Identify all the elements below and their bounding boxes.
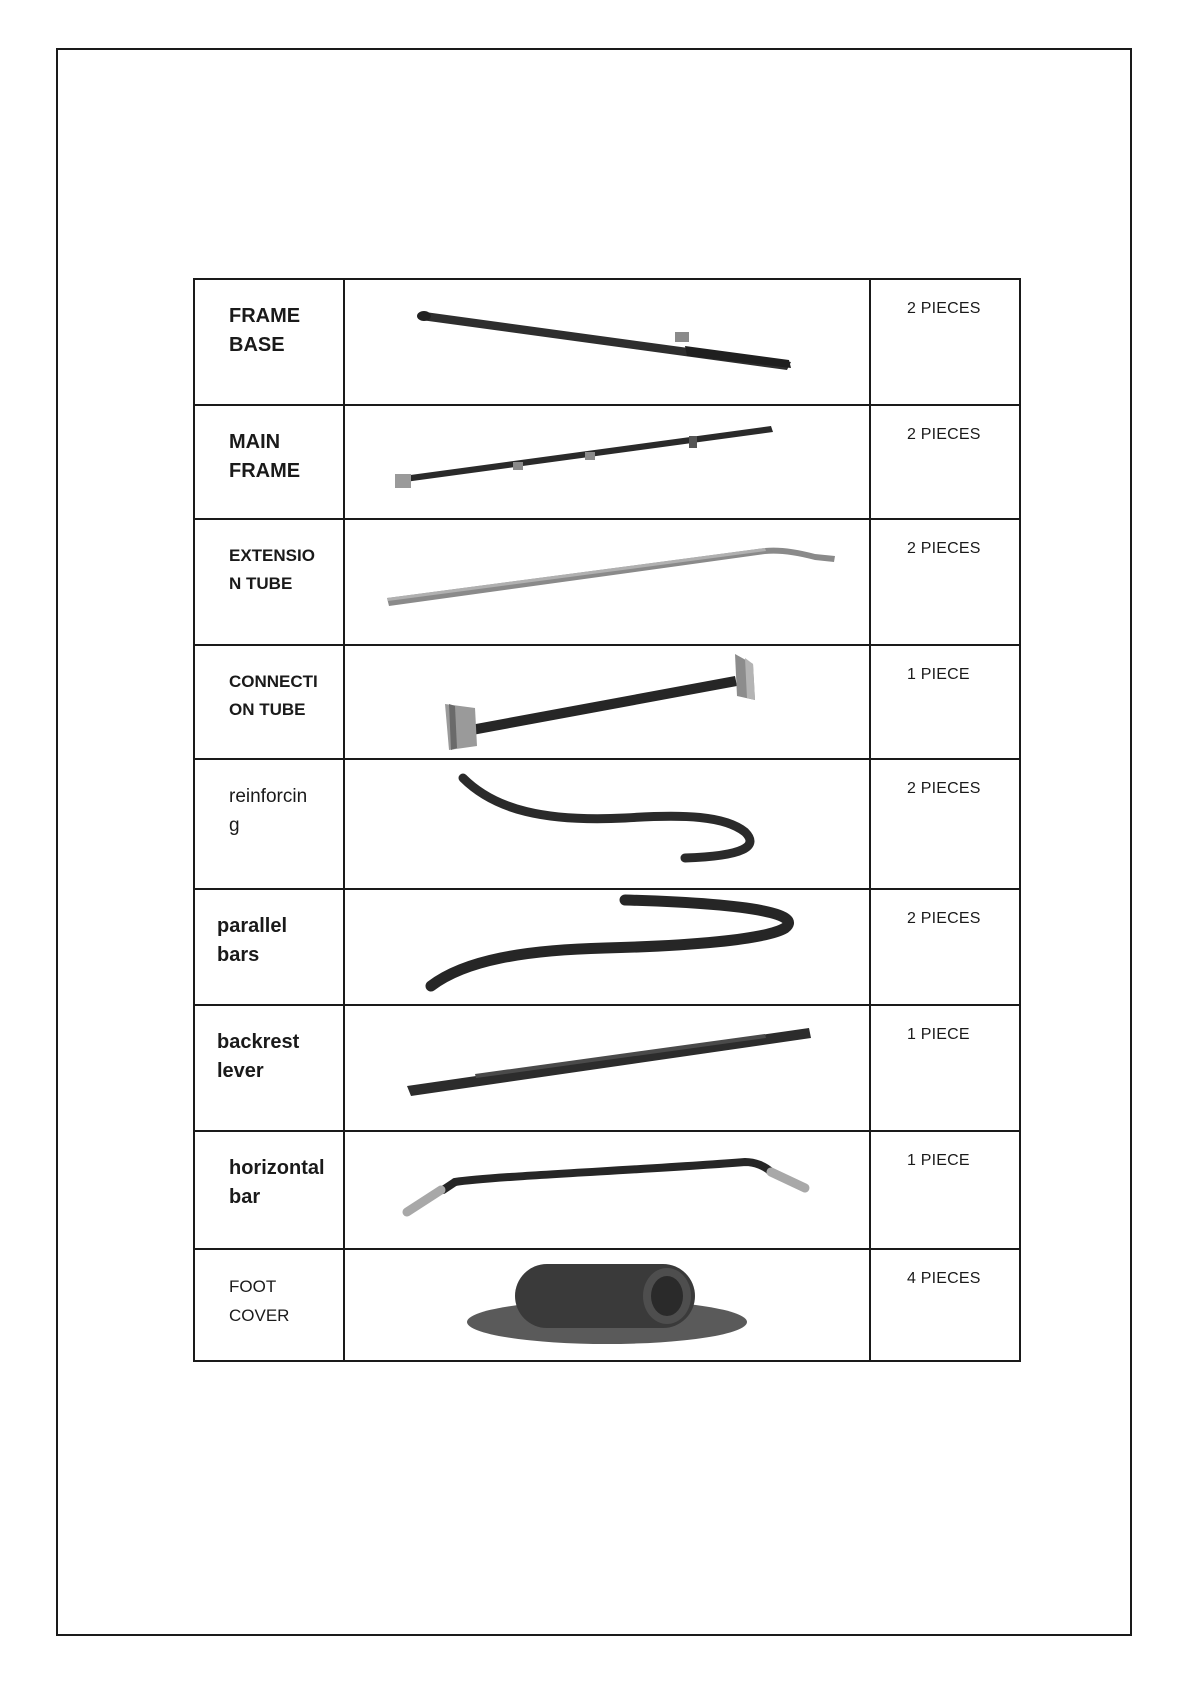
- part-name-cell: [194, 1131, 344, 1249]
- table-row: [194, 889, 1020, 1005]
- part-quantity: 2 PIECES: [907, 300, 981, 317]
- foot-cover-icon: [345, 1250, 869, 1358]
- part-name: reinforcin g: [229, 786, 308, 836]
- horizontal-bar-icon: [345, 1132, 869, 1246]
- part-quantity-cell: [870, 279, 1020, 405]
- part-quantity-cell: [870, 405, 1020, 519]
- parallel-bars-icon: [345, 890, 869, 1002]
- part-quantity: 4 PIECES: [907, 1270, 981, 1287]
- table-row: [194, 1005, 1020, 1131]
- part-quantity: 2 PIECES: [907, 540, 981, 557]
- main-frame-icon: [345, 406, 869, 516]
- part-quantity-cell: [870, 519, 1020, 645]
- part-name: EXTENSIO N TUBE: [229, 546, 315, 593]
- part-name: CONNECTI ON TUBE: [229, 672, 318, 719]
- part-name: parallel bars: [217, 915, 288, 966]
- frame-base-icon: [345, 280, 869, 402]
- table-row: [194, 279, 1020, 405]
- part-name: backrest lever: [217, 1031, 300, 1082]
- part-name: FOOT COVER: [229, 1277, 290, 1325]
- backrest-lever-icon: [345, 1006, 869, 1128]
- part-name: horizontal bar: [229, 1157, 325, 1208]
- part-name: MAIN FRAME: [229, 431, 301, 482]
- part-quantity: 2 PIECES: [907, 910, 981, 927]
- part-quantity-cell: [870, 645, 1020, 759]
- part-quantity-cell: [870, 1249, 1020, 1361]
- part-quantity-cell: [870, 889, 1020, 1005]
- part-image-cell: [344, 645, 870, 759]
- part-quantity-cell: [870, 1005, 1020, 1131]
- part-quantity: 1 PIECE: [907, 666, 970, 683]
- table-row: [194, 1249, 1020, 1361]
- part-name-cell: [194, 1249, 344, 1361]
- part-image-cell: [344, 519, 870, 645]
- part-name-cell: [194, 1005, 344, 1131]
- part-name-cell: [194, 645, 344, 759]
- part-image-cell: [344, 279, 870, 405]
- part-name-cell: [194, 889, 344, 1005]
- part-name-cell: [194, 519, 344, 645]
- part-quantity-cell: [870, 1131, 1020, 1249]
- part-image-cell: [344, 1005, 870, 1131]
- part-image-cell: [344, 1131, 870, 1249]
- part-quantity: 1 PIECE: [907, 1152, 970, 1169]
- table-row: [194, 405, 1020, 519]
- extension-tube-icon: [345, 520, 869, 642]
- table-row: [194, 1131, 1020, 1249]
- part-quantity-cell: [870, 759, 1020, 889]
- part-name-cell: [194, 759, 344, 889]
- part-name-cell: [194, 279, 344, 405]
- part-image-cell: [344, 889, 870, 1005]
- part-image-cell: [344, 405, 870, 519]
- part-quantity: 2 PIECES: [907, 780, 981, 797]
- table-row: [194, 645, 1020, 759]
- connection-tube-icon: [345, 646, 869, 756]
- table-row: [194, 519, 1020, 645]
- part-image-cell: [344, 1249, 870, 1361]
- part-name-cell: [194, 405, 344, 519]
- reinforcing-icon: [345, 760, 869, 886]
- part-name: FRAME BASE: [229, 305, 301, 356]
- table-row: [194, 759, 1020, 889]
- part-quantity: 2 PIECES: [907, 426, 981, 443]
- parts-table: [193, 278, 1021, 1362]
- part-image-cell: [344, 759, 870, 889]
- part-quantity: 1 PIECE: [907, 1026, 970, 1043]
